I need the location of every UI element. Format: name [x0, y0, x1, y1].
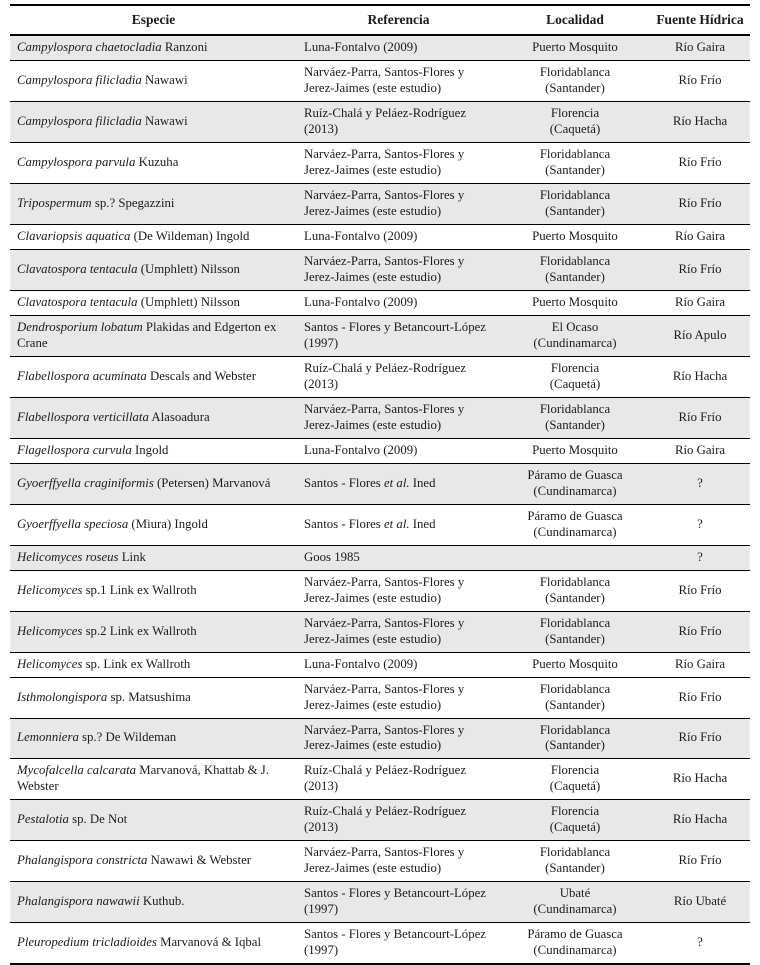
referencia-line: Narváez-Parra, Santos-Flores y: [304, 64, 465, 79]
table-row: [10, 570, 750, 611]
referencia-line: Narváez-Parra, Santos-Flores y: [304, 845, 465, 860]
cell-especie: Mycofalcella calcarata Marvanová, Khattab & J. Webster: [10, 759, 297, 800]
cell-referencia: [297, 463, 500, 504]
localidad-line: (Cundinamarca): [533, 902, 617, 917]
localidad-line: Florencia: [550, 763, 600, 778]
referencia-line: Luna-Fontalvo (2009): [304, 442, 418, 457]
localidad-line: Floridablanca: [539, 401, 611, 416]
column-header-fuente-hidrica: Fuente Hídrica: [650, 5, 750, 35]
cell-localidad: [500, 315, 650, 356]
localidad-line: (Santander): [545, 861, 605, 876]
cell-localidad: [500, 841, 650, 882]
referencia-line: Narváez-Parra, Santos-Flores y: [304, 615, 465, 630]
table-row: [10, 60, 750, 101]
cell-referencia: [297, 882, 500, 923]
cell-localidad: [500, 183, 650, 224]
referencia-line: Jerez-Jaimes (este estudio): [304, 697, 442, 712]
referencia-line: (1997): [304, 335, 339, 350]
referencia-line: Jerez-Jaimes (este estudio): [304, 162, 442, 177]
referencia-line: Luna-Fontalvo (2009): [304, 228, 418, 243]
column-header-referencia: Referencia: [297, 5, 500, 35]
localidad-line: (Santander): [545, 203, 605, 218]
cell-especie: Lemonniera sp.? De Wildeman: [10, 718, 297, 759]
cell-referencia: [297, 923, 500, 964]
cell-fuente: Río Gaira: [650, 652, 750, 677]
localidad-line: Floridablanca: [539, 722, 611, 737]
table-row: [10, 759, 750, 800]
cell-localidad: [500, 224, 650, 249]
cell-fuente: Río Frío: [650, 677, 750, 718]
table-row: [10, 101, 750, 142]
localidad-line: (Caquetá): [549, 779, 601, 794]
localidad-line: Floridablanca: [539, 681, 611, 696]
cell-fuente: Río Frío: [650, 142, 750, 183]
referencia-line: Jerez-Jaimes (este estudio): [304, 269, 442, 284]
cell-referencia: [297, 35, 500, 60]
referencia-line: Jerez-Jaimes (este estudio): [304, 631, 442, 646]
cell-fuente: Río Gaira: [650, 224, 750, 249]
cell-referencia: [297, 759, 500, 800]
cell-localidad: [500, 463, 650, 504]
table-row: [10, 397, 750, 438]
cell-especie: Phalangispora nawawii Kuthub.: [10, 882, 297, 923]
cell-localidad: [500, 718, 650, 759]
cell-referencia: [297, 652, 500, 677]
column-header-especie: Especie: [10, 5, 297, 35]
cell-fuente: Río Frío: [650, 397, 750, 438]
localidad-line: Ubaté: [559, 886, 591, 901]
localidad-line: Páramo de Guasca: [527, 508, 623, 523]
localidad-line: (Caquetá): [549, 376, 601, 391]
referencia-line: Luna-Fontalvo (2009): [304, 656, 418, 671]
table-row: [10, 800, 750, 841]
cell-localidad: [500, 611, 650, 652]
species-table: [10, 4, 750, 965]
cell-especie: Flabellospora verticillata Alasoadura: [10, 397, 297, 438]
table-row: [10, 841, 750, 882]
table-row: [10, 224, 750, 249]
referencia-line: Santos - Flores y Betancourt-López: [304, 319, 486, 334]
localidad-line: Puerto Mosquito: [532, 656, 618, 671]
cell-fuente: ?: [650, 463, 750, 504]
cell-localidad: [500, 545, 650, 570]
cell-referencia: [297, 60, 500, 101]
localidad-line: (Cundinamarca): [533, 483, 617, 498]
cell-localidad: [500, 397, 650, 438]
cell-localidad: [500, 249, 650, 290]
localidad-line: Floridablanca: [539, 146, 611, 161]
column-header-localidad: Localidad: [500, 5, 650, 35]
table-row: [10, 611, 750, 652]
localidad-line: Florencia: [550, 105, 600, 120]
cell-especie: Gyoerffyella craginiformis (Petersen) Marvanová: [10, 463, 297, 504]
localidad-line: (Santander): [545, 417, 605, 432]
cell-fuente: Río Gaira: [650, 438, 750, 463]
cell-referencia: [297, 718, 500, 759]
localidad-line: (Santander): [545, 269, 605, 284]
cell-referencia: [297, 545, 500, 570]
cell-referencia: [297, 438, 500, 463]
localidad-line: (Santander): [545, 697, 605, 712]
localidad-line: (Santander): [545, 162, 605, 177]
localidad-line: (Cundinamarca): [533, 943, 617, 958]
cell-fuente: Río Frío: [650, 570, 750, 611]
cell-localidad: [500, 759, 650, 800]
localidad-line: (Santander): [545, 590, 605, 605]
localidad-line: Puerto Mosquito: [532, 40, 618, 54]
table-row: [10, 652, 750, 677]
cell-referencia: [297, 315, 500, 356]
cell-localidad: [500, 35, 650, 60]
referencia-line: Narváez-Parra, Santos-Flores y: [304, 722, 465, 737]
cell-especie: Campylospora filicladia Nawawi: [10, 101, 297, 142]
localidad-line: (Santander): [545, 631, 605, 646]
cell-fuente: Río Hacha: [650, 800, 750, 841]
table-row: [10, 35, 750, 60]
cell-fuente: Río Frío: [650, 611, 750, 652]
referencia-line: Narváez-Parra, Santos-Flores y: [304, 187, 465, 202]
referencia-line: Narváez-Parra, Santos-Flores y: [304, 681, 465, 696]
table-body: [10, 35, 750, 964]
referencia-line: Narváez-Parra, Santos-Flores y: [304, 574, 465, 589]
localidad-line: Páramo de Guasca: [527, 927, 623, 942]
cell-fuente: Río Frío: [650, 249, 750, 290]
referencia-line: Narváez-Parra, Santos-Flores y: [304, 253, 465, 268]
cell-fuente: Río Apulo: [650, 315, 750, 356]
cell-especie: Clavatospora tentacula (Umphlett) Nilsson: [10, 249, 297, 290]
table-row: [10, 356, 750, 397]
cell-especie: Tripospermum sp.? Spegazzini: [10, 183, 297, 224]
cell-fuente: ?: [650, 504, 750, 545]
cell-localidad: [500, 800, 650, 841]
referencia-line: (1997): [304, 943, 339, 958]
table-row: [10, 545, 750, 570]
table-row: [10, 677, 750, 718]
cell-localidad: [500, 652, 650, 677]
cell-especie: Flabellospora acuminata Descals and Webster: [10, 356, 297, 397]
cell-especie: Campylospora filicladia Nawawi: [10, 60, 297, 101]
table-row: [10, 315, 750, 356]
referencia-line: Luna-Fontalvo (2009): [304, 294, 418, 309]
cell-especie: Pestalotia sp. De Not: [10, 800, 297, 841]
cell-especie: Campylospora parvula Kuzuha: [10, 142, 297, 183]
cell-especie: Isthmolongispora sp. Matsushima: [10, 677, 297, 718]
cell-fuente: Río Frío: [650, 841, 750, 882]
cell-referencia: [297, 800, 500, 841]
referencia-line: (2013): [304, 779, 339, 794]
localidad-line: Floridablanca: [539, 574, 611, 589]
referencia-line: Narváez-Parra, Santos-Flores y: [304, 401, 465, 416]
table-row: [10, 923, 750, 964]
cell-localidad: [500, 677, 650, 718]
cell-fuente: Río Hacha: [650, 101, 750, 142]
table-row: [10, 718, 750, 759]
cell-referencia: [297, 570, 500, 611]
cell-fuente: Río Gaira: [650, 290, 750, 315]
localidad-line: Floridablanca: [539, 187, 611, 202]
table-row: [10, 183, 750, 224]
referencia-line: Ruíz-Chalá y Peláez-Rodríguez: [304, 360, 467, 375]
referencia-line: Goos 1985: [304, 549, 360, 564]
cell-fuente: Río Frío: [650, 183, 750, 224]
localidad-line: (Caquetá): [549, 121, 601, 136]
localidad-line: Puerto Mosquito: [532, 442, 618, 457]
cell-fuente: Río Frío: [650, 718, 750, 759]
referencia-line: Jerez-Jaimes (este estudio): [304, 80, 442, 95]
referencia-line: Santos - Flores et al. Ined: [304, 516, 436, 531]
cell-localidad: [500, 504, 650, 545]
referencia-line: Jerez-Jaimes (este estudio): [304, 590, 442, 605]
cell-especie: Campylospora chaetocladia Ranzoni: [10, 35, 297, 60]
cell-localidad: [500, 60, 650, 101]
localidad-line: Puerto Mosquito: [532, 228, 618, 243]
localidad-line: Florencia: [550, 360, 600, 375]
table-row: [10, 249, 750, 290]
cell-localidad: [500, 356, 650, 397]
cell-especie: Clavatospora tentacula (Umphlett) Nilsson: [10, 290, 297, 315]
cell-referencia: [297, 249, 500, 290]
cell-localidad: [500, 142, 650, 183]
referencia-line: Ruíz-Chalá y Peláez-Rodríguez: [304, 763, 467, 778]
cell-localidad: [500, 101, 650, 142]
cell-referencia: [297, 611, 500, 652]
localidad-line: Páramo de Guasca: [527, 467, 623, 482]
table-row: [10, 463, 750, 504]
table-row: [10, 290, 750, 315]
localidad-line: Floridablanca: [539, 253, 611, 268]
localidad-line: (Santander): [545, 738, 605, 753]
cell-localidad: [500, 882, 650, 923]
referencia-line: Santos - Flores et al. Ined: [304, 475, 436, 490]
table-row: [10, 882, 750, 923]
table-row: [10, 438, 750, 463]
cell-fuente: Río Ubaté: [650, 882, 750, 923]
cell-especie: Pleuropedium tricladioides Marvanová & Iqbal: [10, 923, 297, 964]
referencia-line: Jerez-Jaimes (este estudio): [304, 417, 442, 432]
localidad-line: El Ocaso: [551, 319, 599, 334]
localidad-line: Floridablanca: [539, 615, 611, 630]
referencia-line: Santos - Flores y Betancourt-López: [304, 886, 486, 901]
cell-especie: Gyoerffyella speciosa (Miura) Ingold: [10, 504, 297, 545]
referencia-line: Jerez-Jaimes (este estudio): [304, 738, 442, 753]
cell-localidad: [500, 438, 650, 463]
cell-referencia: [297, 841, 500, 882]
cell-referencia: [297, 504, 500, 545]
cell-referencia: [297, 290, 500, 315]
localidad-line: Florencia: [550, 804, 600, 819]
cell-especie: Helicomyces sp.2 Link ex Wallroth: [10, 611, 297, 652]
localidad-line: (Santander): [545, 80, 605, 95]
cell-referencia: [297, 224, 500, 249]
cell-especie: Helicomyces roseus Link: [10, 545, 297, 570]
table-row: [10, 142, 750, 183]
cell-fuente: ?: [650, 923, 750, 964]
referencia-line: Narváez-Parra, Santos-Flores y: [304, 146, 465, 161]
localidad-line: Floridablanca: [539, 64, 611, 79]
referencia-line: Ruíz-Chalá y Peláez-Rodríguez: [304, 105, 467, 120]
referencia-line: (2013): [304, 820, 339, 835]
referencia-line: Luna-Fontalvo (2009): [304, 40, 418, 54]
cell-referencia: [297, 356, 500, 397]
cell-referencia: [297, 397, 500, 438]
referencia-line: (1997): [304, 902, 339, 917]
cell-localidad: [500, 570, 650, 611]
referencia-line: Ruíz-Chalá y Peláez-Rodríguez: [304, 804, 467, 819]
referencia-line: (2013): [304, 376, 339, 391]
cell-referencia: [297, 183, 500, 224]
cell-fuente: ?: [650, 545, 750, 570]
cell-referencia: [297, 677, 500, 718]
referencia-line: Santos - Flores y Betancourt-López: [304, 927, 486, 942]
localidad-line: Floridablanca: [539, 845, 611, 860]
cell-fuente: Río Hacha: [650, 356, 750, 397]
referencia-line: (2013): [304, 121, 339, 136]
cell-especie: Flagellospora curvula Ingold: [10, 438, 297, 463]
cell-especie: Clavariopsis aquatica (De Wildeman) Ingold: [10, 224, 297, 249]
localidad-line: Puerto Mosquito: [532, 294, 618, 309]
cell-referencia: [297, 101, 500, 142]
localidad-line: (Caquetá): [549, 820, 601, 835]
cell-fuente: Río Frío: [650, 60, 750, 101]
cell-fuente: Río Gaira: [650, 35, 750, 60]
localidad-line: (Cundinamarca): [533, 335, 617, 350]
cell-especie: Phalangispora constricta Nawawi & Webster: [10, 841, 297, 882]
cell-referencia: [297, 142, 500, 183]
table-header-row: [10, 5, 750, 35]
referencia-line: Jerez-Jaimes (este estudio): [304, 861, 442, 876]
cell-especie: Helicomyces sp. Link ex Wallroth: [10, 652, 297, 677]
cell-localidad: [500, 923, 650, 964]
referencia-line: Jerez-Jaimes (este estudio): [304, 203, 442, 218]
localidad-line: (Cundinamarca): [533, 524, 617, 539]
table-row: [10, 504, 750, 545]
cell-especie: Dendrosporium lobatum Plakidas and Edgerton ex Crane: [10, 315, 297, 356]
cell-fuente: Río Hacha: [650, 759, 750, 800]
cell-localidad: [500, 290, 650, 315]
cell-especie: Helicomyces sp.1 Link ex Wallroth: [10, 570, 297, 611]
